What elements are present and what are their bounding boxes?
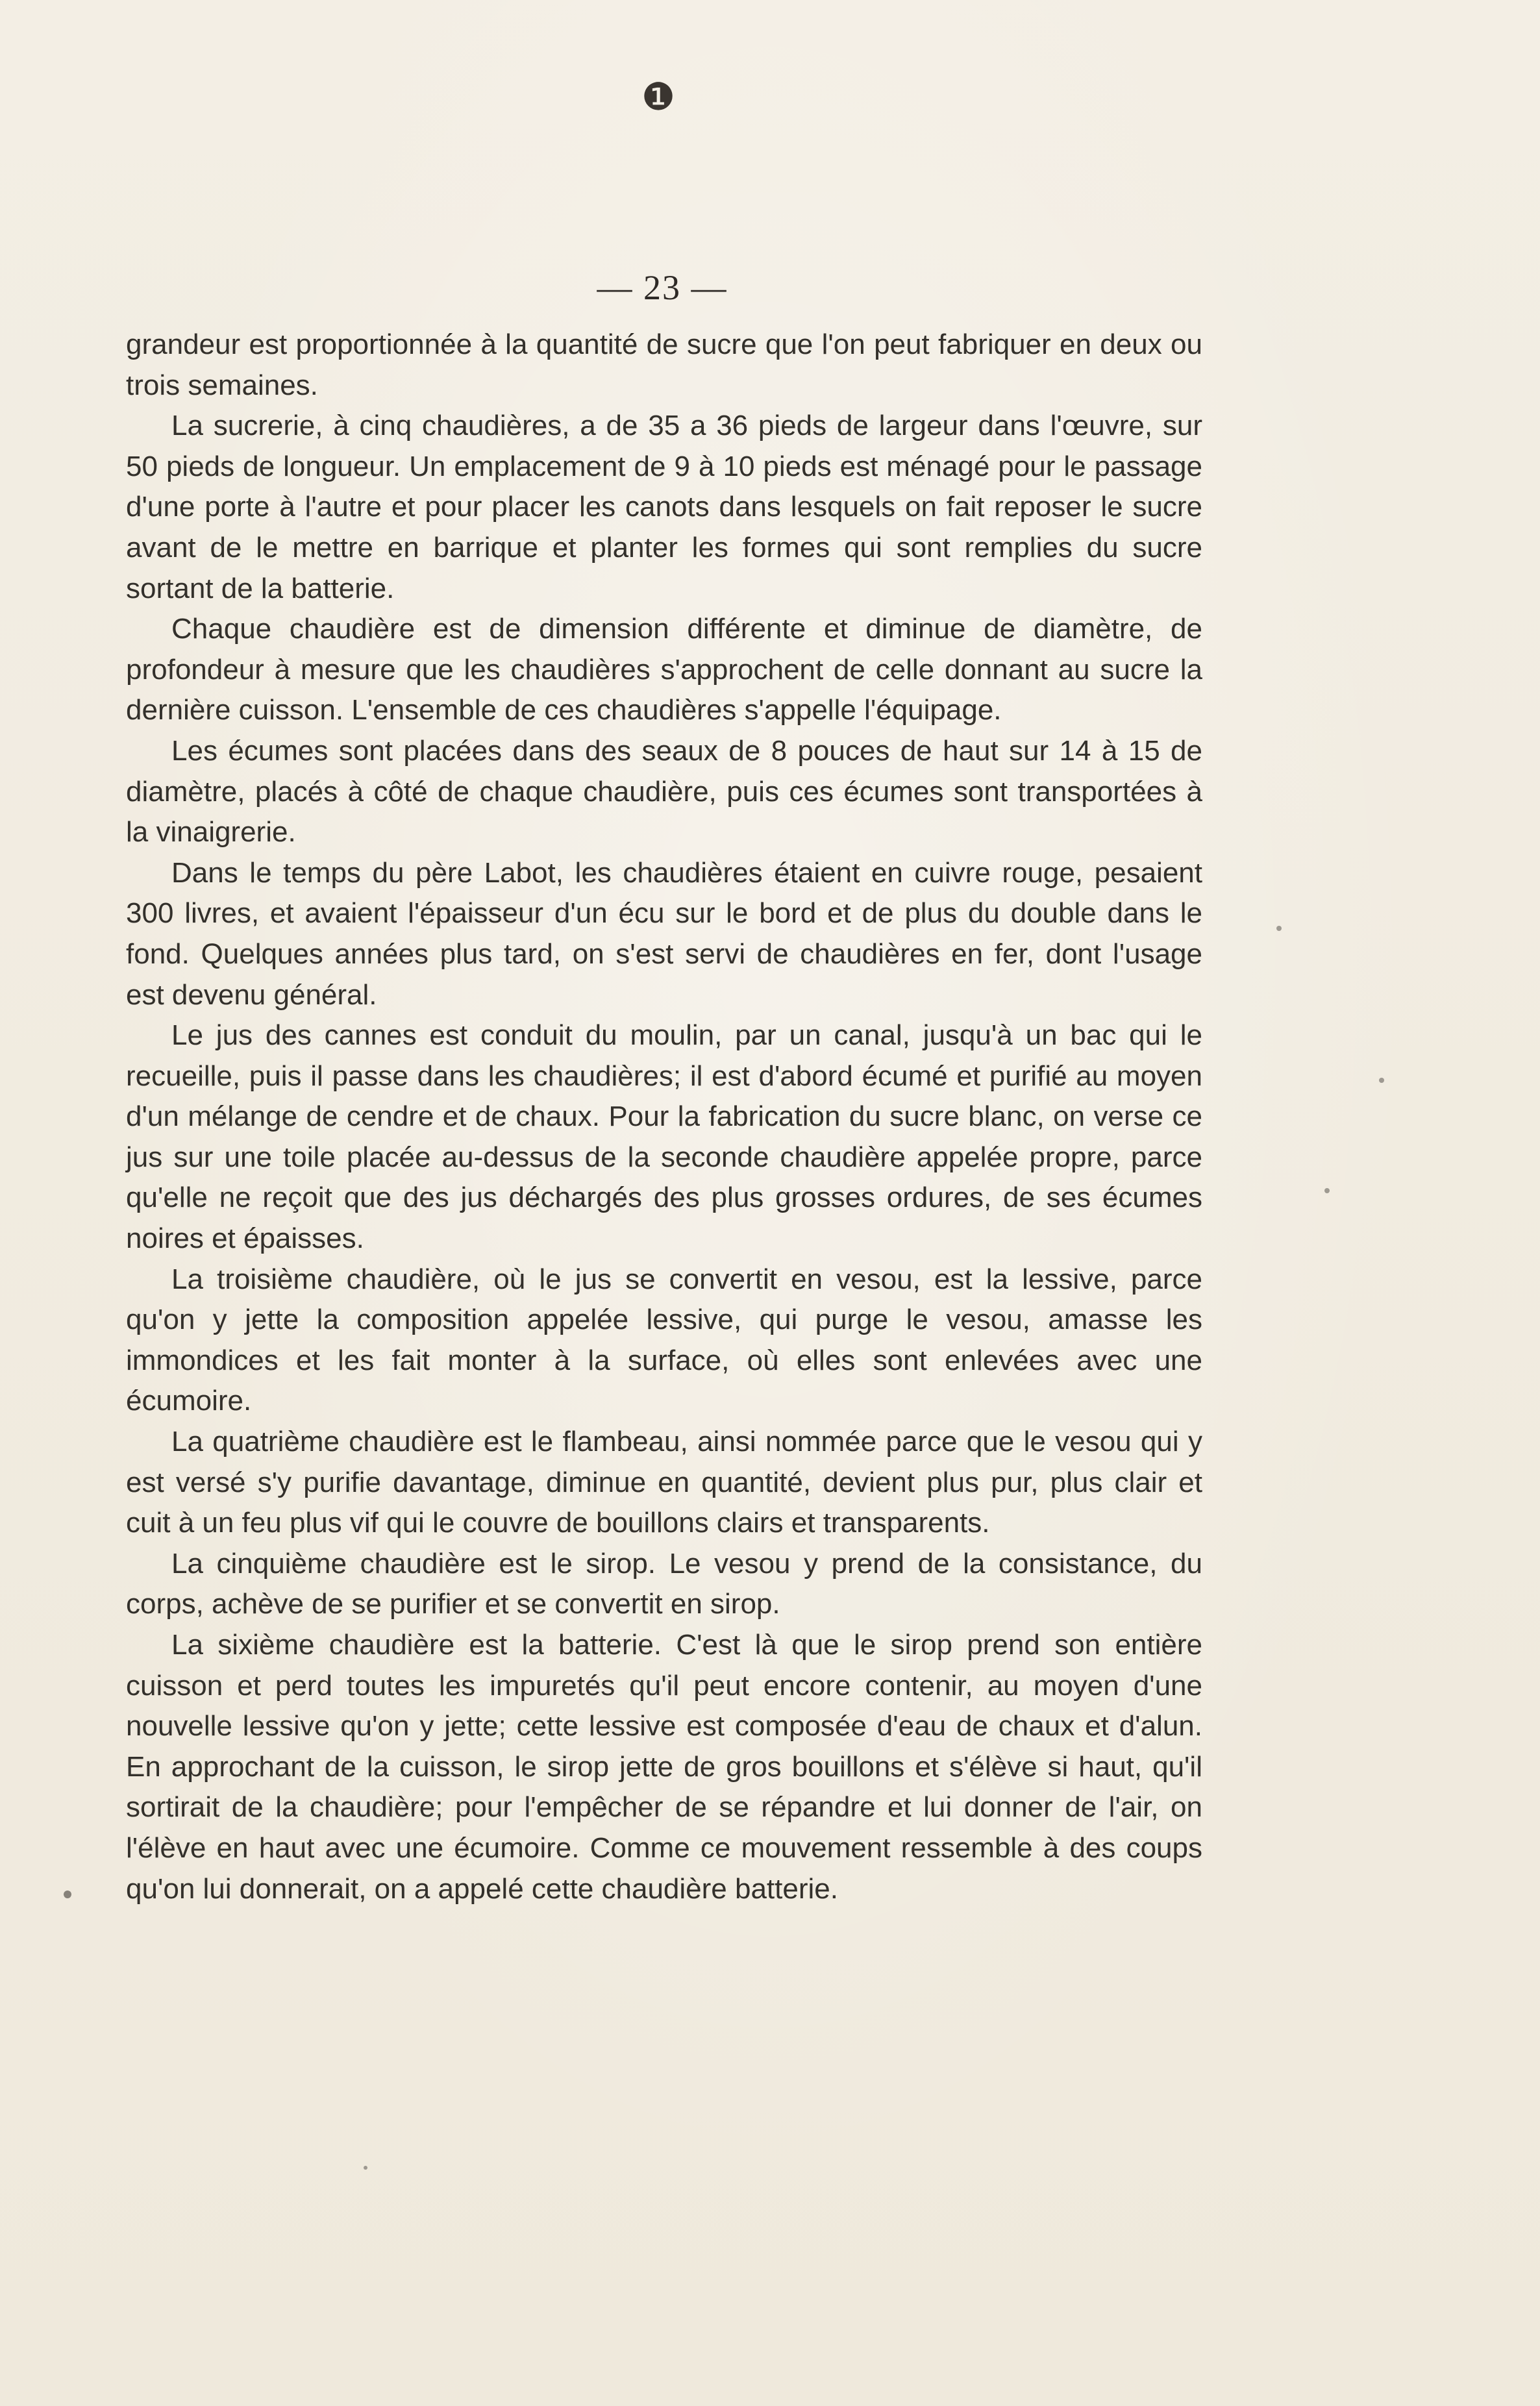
body-text xyxy=(126,325,1202,1909)
scan-speck xyxy=(1379,1078,1384,1083)
scan-speck xyxy=(1324,1188,1330,1193)
paragraph: Dans le temps du père Labot, les chaudières étaient en cuivre rouge, pesaient 300 livres, et avaient l'épaisseur d'un écu sur le bord et de plus du double dans le fond. Quelques années plus tard, on s'est servi de chaudières en fer, dont l'usage est devenu général. xyxy=(126,856,1202,1011)
paragraph: Chaque chaudière est de dimension différente et diminue de diamètre, de profondeur à mesure que les chaudières s'approchent de celle donnant au sucre la dernière cuisson. L'ensemble de ces chaudières s'appelle l'équipage. xyxy=(126,613,1202,726)
paragraph: La quatrième chaudière est le flambeau, ainsi nommée parce que le vesou qui y est versé s'y purifie davantage, diminue en quantité, devient plus pur, plus clair et cuit à un feu plus vif qui le couvre de bouillons clairs et transparents. xyxy=(126,1426,1202,1539)
page-number: — 23 — xyxy=(597,268,728,307)
paragraph: La sixième chaudière est la batterie. C'est là que le sirop prend son entière cuisson et perd toutes les impuretés qu'il peut encore contenir, au moyen d'une nouvelle lessive qu'on y jette; cette lessive est composée d'eau de chaux et d'alun. En approchant de la cuisson, le sirop jette de gros bouillons et s'élève si haut, qu'il sortirait de la chaudière; pour l'empêcher de se répandre et lui donner de l'air, on l'élève en haut avec une écumoire. Comme ce mouvement ressemble à des coups qu'on lui donnerait, on a appelé cette chaudière batterie. xyxy=(126,1629,1202,1905)
paragraph: La sucrerie, à cinq chaudières, a de 35 a 36 pieds de largeur dans l'œuvre, sur 50 pieds de longueur. Un emplacement de 9 à 10 pieds est ménagé pour le passage d'une porte à l'autre et pour placer les canots dans lesquels on fait reposer le sucre avant de le mettre en barrique et planter les formes qui sont remplies du sucre sortant de la batterie. xyxy=(126,410,1202,604)
paragraph: Les écumes sont placées dans des seaux de 8 pouces de haut sur 14 à 15 de diamètre, placés à côté de chaque chaudière, puis ces écumes sont transportées à la vinaigrerie. xyxy=(126,734,1202,849)
scan-speck xyxy=(364,2166,367,2170)
paragraph: La troisième chaudière, où le jus se convertit en vesou, est la lessive, parce qu'on y jette la composition appelée lessive, qui purge le vesou, amasse les immondices et les fait monter à la surface, où elles sont enlevées avec une écumoire. xyxy=(126,1263,1202,1417)
paragraph: Le jus des cannes est conduit du moulin, par un canal, jusqu'à un bac qui le recueille, puis il passe dans les chaudières; il est d'abord écumé et purifié au moyen d'un mélange de cendre et de chaux. Pour la fabrication du sucre blanc, on verse ce jus sur une toile placée au-dessus de la seconde chaudière appelée propre, parce qu'elle ne reçoit que des jus déchargés des plus grosses ordures, de ses écumes noires et épaisses. xyxy=(126,1019,1202,1255)
paragraph: La cinquième chaudière est le sirop. Le vesou y prend de la consistance, du corps, achève de se purifier et se convertit en sirop. xyxy=(126,1547,1202,1620)
paragraph: grandeur est proportionnée à la quantité de sucre que l'on peut fabriquer en deux ou trois semaines. xyxy=(126,329,1202,401)
page-top-mark: ❶ xyxy=(641,75,675,119)
scan-speck xyxy=(64,1891,71,1898)
scan-speck xyxy=(1276,926,1282,931)
